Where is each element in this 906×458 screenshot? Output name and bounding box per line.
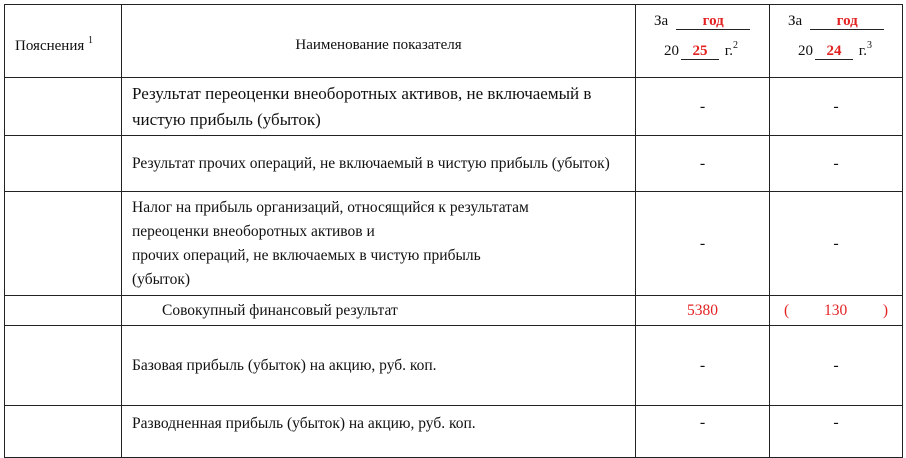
indicator-name: Результат прочих операций, не включаемый в чистую прибыль (убыток): [122, 136, 636, 192]
previous-period-footnote-marker: 3: [866, 40, 872, 51]
current-value: -: [636, 78, 770, 136]
previous-year-unit: г.: [858, 43, 867, 59]
notes-cell: [5, 192, 122, 296]
indicator-name: Базовая прибыль (убыток) на акцию, руб. коп.: [122, 326, 636, 406]
notes-footnote-marker: 1: [88, 34, 93, 46]
previous-value-number: 130: [824, 302, 848, 319]
previous-value: -: [770, 78, 903, 136]
table-row: [5, 136, 903, 192]
table-row: [5, 78, 903, 136]
current-period-header: [636, 5, 770, 78]
current-period-word: год: [676, 13, 750, 30]
indicator-name-line: (убыток): [132, 270, 191, 288]
previous-value: -: [770, 192, 903, 296]
current-period-footnote-marker: 2: [732, 40, 738, 51]
current-value: -: [636, 326, 770, 406]
current-value: 5380: [636, 296, 770, 326]
close-parenthesis: ): [882, 302, 888, 319]
previous-value: -: [770, 136, 903, 192]
previous-value: -: [770, 406, 903, 458]
notes-header-label: Пояснения: [15, 37, 85, 54]
indicator-name: Совокупный финансовый результат: [122, 296, 636, 326]
previous-period-prefix: За: [788, 13, 803, 29]
previous-year-suffix: 24: [815, 43, 853, 60]
current-year-prefix: 20: [664, 43, 679, 59]
table-row-total: [5, 296, 903, 326]
previous-value: [770, 296, 903, 326]
table-row: [5, 406, 903, 458]
table-row: [5, 326, 903, 406]
previous-year-prefix: 20: [798, 43, 813, 59]
notes-cell: [5, 78, 122, 136]
current-period-prefix: За: [654, 13, 669, 29]
indicator-name: [122, 192, 636, 296]
current-value: -: [636, 136, 770, 192]
header-row: [5, 5, 903, 78]
notes-cell: [5, 136, 122, 192]
indicator-name: Результат переоценки внеоборотных активов, не включаемый в чистую прибыль (убыток): [122, 78, 636, 136]
previous-period-header: [770, 5, 903, 78]
current-year-unit: г.: [724, 43, 733, 59]
current-value: -: [636, 406, 770, 458]
indicator-name-column-header: Наименование показателя: [122, 5, 636, 78]
notes-cell: [5, 296, 122, 326]
indicator-name-line: прочих операций, не включаемых в чистую прибыль: [132, 246, 481, 264]
indicator-name-line: переоценки внеоборотных активов и: [132, 222, 375, 240]
notes-cell: [5, 326, 122, 406]
indicator-name-line: Налог на прибыль организаций, относящийся к результатам: [132, 198, 529, 216]
current-value: -: [636, 192, 770, 296]
indicator-name: Разводненная прибыль (убыток) на акцию, руб. коп.: [122, 406, 636, 458]
previous-period-word: год: [810, 13, 884, 30]
notes-column-header: [5, 5, 122, 78]
current-year-suffix: 25: [681, 43, 719, 60]
open-parenthesis: (: [784, 302, 790, 319]
financial-report-table: [4, 4, 903, 458]
table-row: [5, 192, 903, 296]
previous-value: -: [770, 326, 903, 406]
notes-cell: [5, 406, 122, 458]
